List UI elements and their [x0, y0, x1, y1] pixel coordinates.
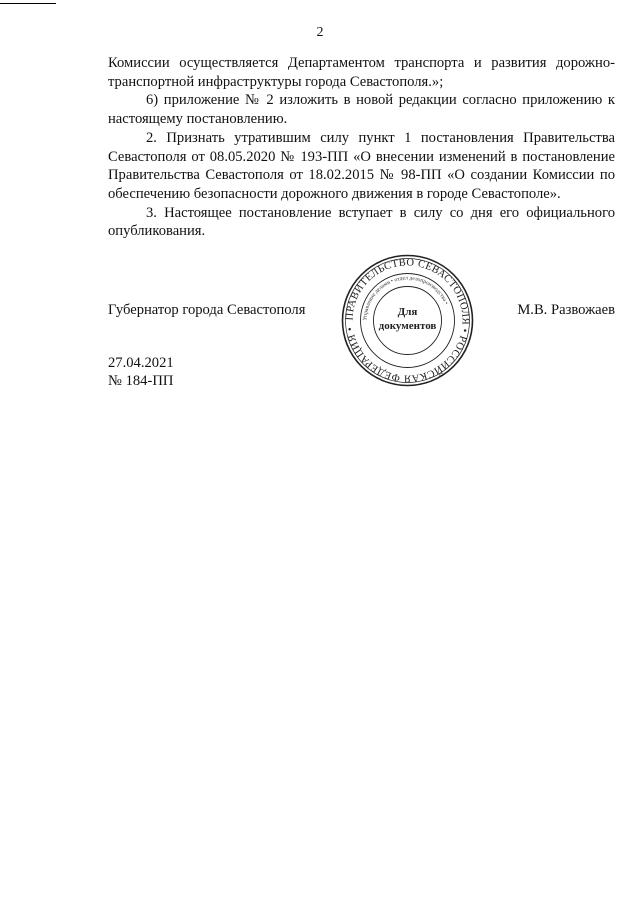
seal-inner-text: Управление делами • отдел делопроизводства •: [362, 275, 449, 321]
official-seal: [340, 253, 475, 388]
document-number: № 184-ПП: [108, 373, 174, 389]
page-number: 2: [316, 25, 324, 40]
seal-outer-text: ПРАВИТЕЛЬСТВО СЕВАСТОПОЛЯ • РОССИЙСКАЯ ФЕДЕРАЦИЯ •: [344, 257, 471, 384]
governor-title: Губернатор города Севастополя: [108, 302, 306, 318]
paragraph-point-2: 2. Признать утратившим силу пункт 1 постановления Правительства Севастополя от 08.05.2020 № 193-ПП «О внесении изменений в постановление Правительства Севастополя от 18.02.2015 № 98-ПП «О создании Комиссии по обеспечению безопасности дорожного движения в городе Севастополе».: [108, 129, 615, 202]
document-body: [108, 54, 615, 241]
paragraph-point-3: 3. Настоящее постановление вступает в силу со дня его официального опубликования.: [108, 204, 615, 240]
seal-svg: [340, 253, 475, 388]
document-date: 27.04.2021: [108, 355, 174, 371]
seal-center-line1: Для: [397, 306, 418, 318]
seal-center-line2: документов: [378, 320, 437, 332]
signer-name: М.В. Развожаев: [517, 302, 615, 318]
document-meta: [108, 354, 174, 390]
paragraph-continuation: Комиссии осуществляется Департаментом транспорта и развития дорожно-транспортной инфраструктуры города Севастополя.»;: [108, 55, 615, 90]
top-rule: [0, 3, 56, 4]
paragraph-item-6: 6) приложение № 2 изложить в новой редакции согласно приложению к настоящему постановлению.: [108, 92, 615, 128]
